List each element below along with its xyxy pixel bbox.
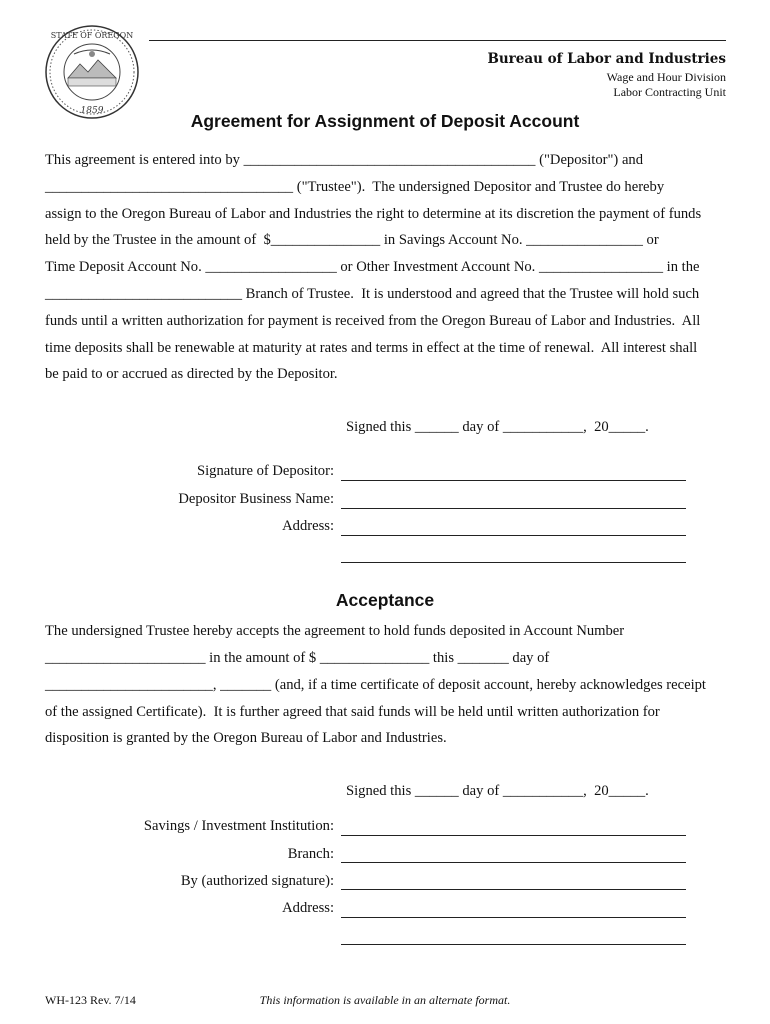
page-title: Agreement for Assignment of Deposit Account xyxy=(190,111,580,131)
seal-year: 1859 xyxy=(80,106,104,116)
agreement-line: ___________________________ Branch of Trustee. It is understood and agreed that the Trustee will hold such xyxy=(45,286,700,302)
header-rule xyxy=(149,40,726,41)
agreement-line: held by the Trustee in the amount of $_______________ in Savings Account No. ________________ or xyxy=(45,232,659,248)
depositor-business-label: Depositor Business Name: xyxy=(178,491,334,507)
agreement-line: __________________________________ ("Trustee"). The undersigned Depositor and Trustee do hereby xyxy=(45,179,665,195)
acceptance-line: ______________________ in the amount of $ _______________ this _______ day of xyxy=(45,650,550,666)
agreement-line: be paid to or accrued as directed by the Depositor. xyxy=(45,366,338,382)
seal-text: STATE OF OREGON xyxy=(50,31,134,40)
organization-name: Bureau of Labor and Industries xyxy=(487,51,726,67)
trustee-address-field-2[interactable] xyxy=(341,944,686,945)
institution-field[interactable] xyxy=(341,835,686,836)
branch-field[interactable] xyxy=(341,862,686,863)
depositor-address-field[interactable] xyxy=(341,535,686,536)
trustee-address-label: Address: xyxy=(282,900,334,916)
authorized-signature-field[interactable] xyxy=(341,889,686,890)
alternate-format-note: This information is available in an alternate format. xyxy=(259,993,511,1007)
depositor-signed-date[interactable]: Signed this ______ day of ___________, 20_____. xyxy=(346,419,649,435)
acceptance-line: The undersigned Trustee hereby accepts the agreement to hold funds deposited in Account Number xyxy=(45,623,625,639)
acceptance-line: _______________________, _______ (and, if a time certificate of deposit account, hereby acknowledges receipt xyxy=(45,677,706,693)
depositor-signature-label: Signature of Depositor: xyxy=(197,463,334,479)
depositor-signature-field[interactable] xyxy=(341,480,686,481)
acceptance-heading: Acceptance xyxy=(335,590,435,610)
authorized-signature-label: By (authorized signature): xyxy=(180,873,334,889)
acceptance-line: of the assigned Certificate). It is further agreed that said funds will be held until written authorization for xyxy=(45,704,660,720)
depositor-address-field-2[interactable] xyxy=(341,562,686,563)
agreement-line: funds until a written authorization for payment is received from the Oregon Bureau of Labor and Industries. All xyxy=(45,313,701,329)
trustee-signed-date[interactable]: Signed this ______ day of ___________, 20_____. xyxy=(346,783,649,799)
trustee-address-field[interactable] xyxy=(341,917,686,918)
agreement-line: Time Deposit Account No. __________________ or Other Investment Account No. _________________ in the xyxy=(45,259,700,275)
agreement-line: This agreement is entered into by ________________________________________ ("Depositor") and xyxy=(45,152,644,168)
unit-name: Labor Contracting Unit xyxy=(613,85,726,99)
form-number: WH-123 Rev. 7/14 xyxy=(45,993,136,1007)
oregon-state-seal xyxy=(44,24,140,120)
agreement-line: time deposits shall be renewable at maturity at rates and terms in effect at the time of renewal. All interest shall xyxy=(45,340,698,356)
depositor-business-field[interactable] xyxy=(341,508,686,509)
depositor-address-label: Address: xyxy=(282,518,334,534)
division-name: Wage and Hour Division xyxy=(606,70,726,84)
acceptance-line: disposition is granted by the Oregon Bureau of Labor and Industries. xyxy=(45,730,447,746)
institution-label: Savings / Investment Institution: xyxy=(143,818,334,834)
branch-label: Branch: xyxy=(287,846,334,862)
agreement-line: assign to the Oregon Bureau of Labor and Industries the right to determine at its discretion the payment of funds xyxy=(45,206,702,222)
